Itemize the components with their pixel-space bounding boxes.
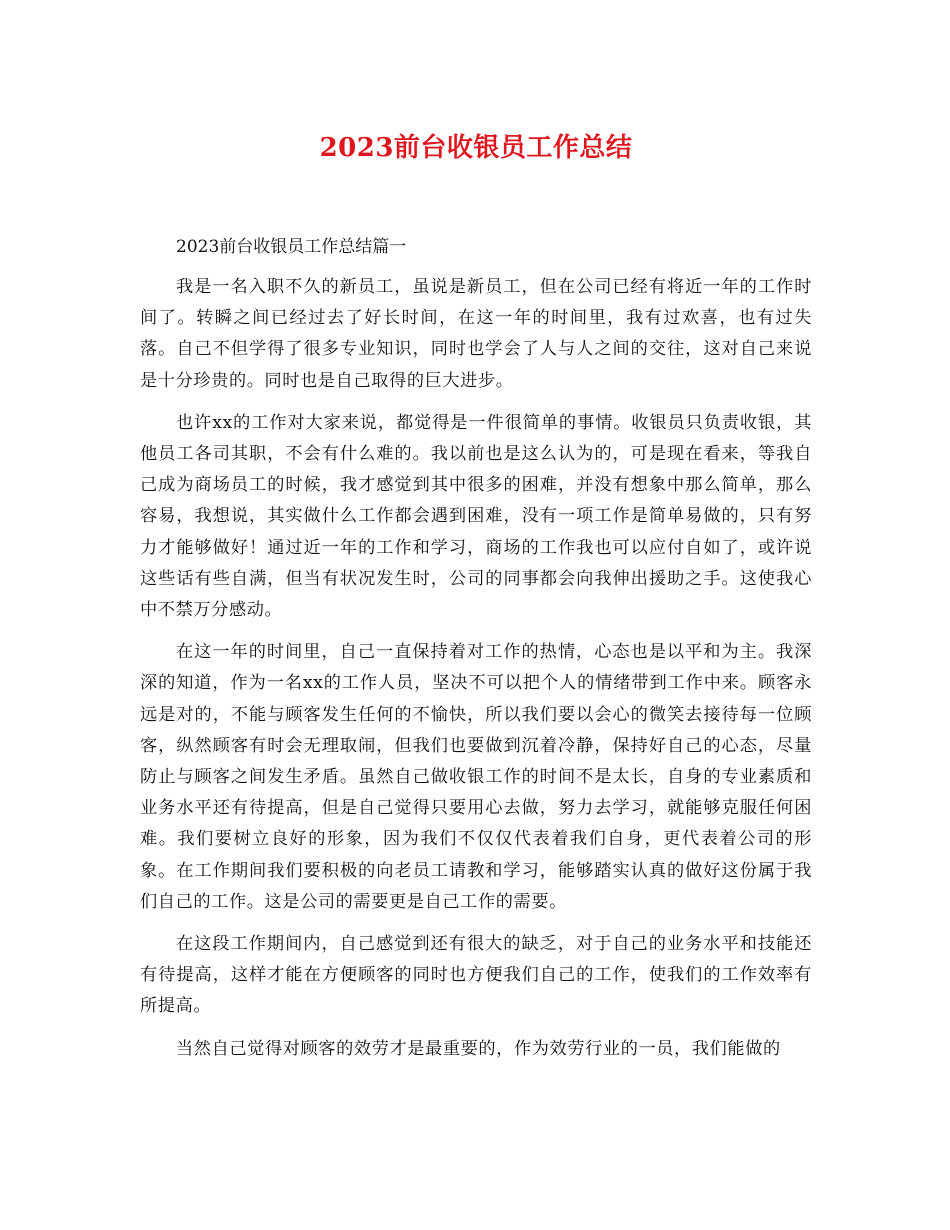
paragraph-3: 在这一年的时间里，自己一直保持着对工作的热情，心态也是以平和为主。我深深的知道，作为一名xx的工作人员，坚决不可以把个人的情绪带到工作中来。顾客永远是对的，不能与顾客发生任何的不愉快，所以我们要以会心的微笑去接待每一位顾客，纵然顾客有时会无理取闹，但我们也要做到沉着冷静，保持好自己的心态，尽量防止与顾客之间发生矛盾。虽然自己做收银工作的时间不是太长，自身的专业素质和业务水平还有待提高，但是自己觉得只要用心去做，努力去学习，就能够克服任何困难。我们要树立良好的形象，因为我们不仅仅代表着我们自身，更代表着公司的形象。在工作期间我们要积极的向老员工请教和学习，能够踏实认真的做好这份属于我们自己的工作。这是公司的需要更是自己工作的需要。 (140, 642, 812, 912)
paragraph-1: 我是一名入职不久的新员工，虽说是新员工，但在公司已经有将近一年的工作时间了。转瞬之间已经过去了好长时间，在这一年的时间里，我有过欢喜，也有过失落。自己不但学得了很多专业知识，同时也学会了人与人之间的交往，这对自己来说是十分珍贵的。同时也是自己取得的巨大进步。 (140, 277, 812, 391)
paragraph-4: 在这段工作期间内，自己感觉到还有很大的缺乏，对于自己的业务水平和技能还有待提高，这样才能在方便顾客的同时也方便我们自己的工作，使我们的工作效率有所提高。 (140, 934, 812, 1017)
paragraph-5: 当然自己觉得对顾客的效劳才是最重要的，作为效劳行业的一员，我们能做的 (176, 1038, 781, 1059)
paragraph-2: 也许xx的工作对大家来说，都觉得是一件很简单的事情。收银员只负责收银，其他员工各司其职，不会有什么难的。我以前也是这么认为的，可是现在看来，等我自己成为商场员工的时候，我才感觉到其中很多的困难，并没有想象中那么简单，那么容易，我想说，其实做什么工作都会遇到困难，没有一项工作是简单易做的，只有努力才能够做好！通过近一年的工作和学习，商场的工作我也可以应付自如了，或许说这些话有些自满，但当有状况发生时，公司的同事都会向我伸出援助之手。这使我心中不禁万分感动。 (140, 412, 812, 621)
document-title: 2023前台收银员工作总结 (319, 133, 633, 163)
section-heading: 2023前台收银员工作总结篇一 (176, 237, 407, 257)
